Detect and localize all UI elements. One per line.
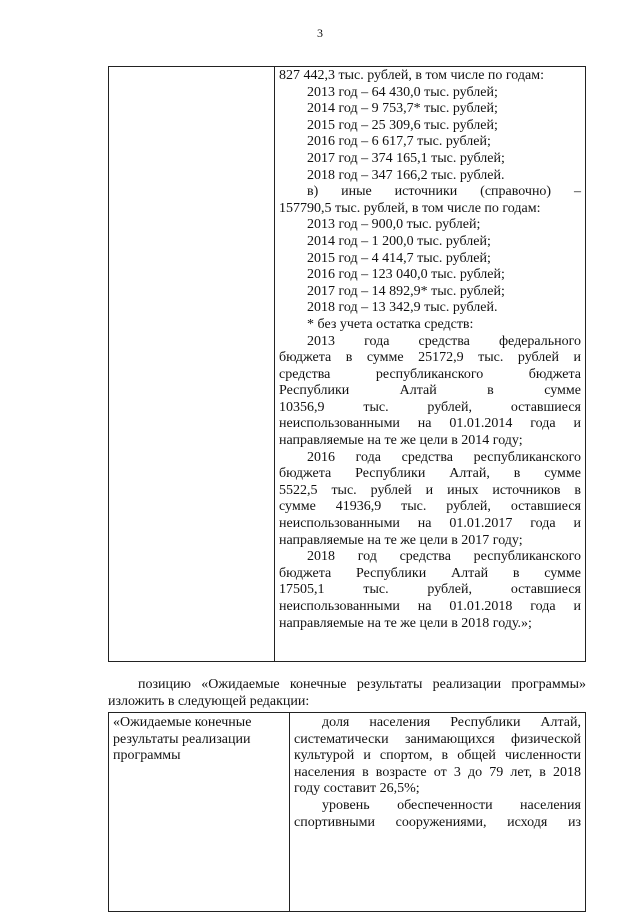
text-line: средства республиканского бюджета xyxy=(279,366,581,382)
text-line: уровень обеспеченности населения xyxy=(322,797,581,813)
text-line: * без учета остатка средств: xyxy=(307,316,474,332)
text-line: 2013 год – 64 430,0 тыс. рублей; xyxy=(307,84,498,100)
passport-table-continuation xyxy=(108,66,586,662)
text-line: направляемые на те же цели в 2017 году; xyxy=(279,532,523,548)
text-line: сумме 41936,9 тыс. рублей, оставшиеся xyxy=(279,499,581,515)
text-line: в) иные источники (справочно) – xyxy=(307,184,581,200)
text-line: 2018 год – 347 166,2 тыс. рублей. xyxy=(307,167,505,183)
text-line: 2013 год – 900,0 тыс. рублей; xyxy=(307,217,481,233)
text-line: Республики Алтай в сумме xyxy=(279,383,581,399)
text-line: культурой и спортом, в общей численности xyxy=(294,748,581,764)
text-line: 2016 год – 6 617,7 тыс. рублей; xyxy=(307,134,491,150)
text-line: 157790,5 тыс. рублей, в том числе по годам: xyxy=(279,200,541,216)
text-line: году составит 26,5%; xyxy=(294,781,420,797)
text-line: 2015 год – 4 414,7 тыс. рублей; xyxy=(307,250,491,266)
intro-line: изложить в следующей редакции: xyxy=(108,694,310,709)
text-line: 2016 год – 123 040,0 тыс. рублей; xyxy=(307,267,505,283)
funding-text-cell xyxy=(275,67,586,662)
text-line: 2013 года средства федерального xyxy=(307,333,581,349)
amendment-intro xyxy=(108,676,586,710)
text-line: 5522,5 тыс. рублей и иных источников в xyxy=(279,482,581,498)
intro-line: позицию «Ожидаемые конечные результаты реализации программы» xyxy=(138,677,586,692)
table-left-cell-empty xyxy=(109,67,275,662)
expected-results-label-cell xyxy=(109,713,290,912)
text-line: 2015 год – 25 309,6 тыс. рублей; xyxy=(307,117,498,133)
text-line: неиспользованными на 01.01.2017 года и xyxy=(279,516,581,532)
label-line: программы xyxy=(113,748,181,764)
label-line: «Ожидаемые конечные xyxy=(113,715,252,730)
text-line: неиспользованными на 01.01.2018 года и xyxy=(279,599,581,614)
text-line: 2016 года средства республиканского xyxy=(307,449,581,465)
text-line: систематически занимающихся физической xyxy=(294,731,581,747)
text-line: 2017 год – 374 165,1 тыс. рублей; xyxy=(307,150,505,166)
text-line: 827 442,3 тыс. рублей, в том числе по годам: xyxy=(279,68,544,83)
label-line: результаты реализации xyxy=(113,731,251,747)
text-line: 2018 год – 13 342,9 тыс. рублей. xyxy=(307,300,498,316)
text-line: неиспользованными на 01.01.2014 года и xyxy=(279,416,581,432)
text-line: направляемые на те же цели в 2014 году; xyxy=(279,433,523,449)
text-line: бюджета в сумме 25172,9 тыс. рублей и xyxy=(279,350,581,366)
text-line: бюджета Республики Алтай в сумме xyxy=(279,565,581,581)
expected-results-table xyxy=(108,712,586,912)
text-line: населения в возрасте от 3 до 79 лет, в 2018 xyxy=(294,764,581,780)
text-line: 10356,9 тыс. рублей, оставшиеся xyxy=(279,399,581,415)
text-line: 2014 год – 9 753,7* тыс. рублей; xyxy=(307,101,498,117)
text-line: направляемые на те же цели в 2018 году.»; xyxy=(279,615,532,631)
text-line: 2014 год – 1 200,0 тыс. рублей; xyxy=(307,233,491,249)
text-line: спортивными сооружениями, исходя из xyxy=(294,814,581,830)
expected-results-text-cell xyxy=(290,713,586,912)
page-number: 3 xyxy=(317,26,323,40)
text-line: 17505,1 тыс. рублей, оставшиеся xyxy=(279,582,581,598)
text-line: 2018 год средства республиканского xyxy=(307,549,581,565)
text-line: 2017 год – 14 892,9* тыс. рублей; xyxy=(307,283,505,299)
text-line: бюджета Республики Алтай, в сумме xyxy=(279,466,581,482)
text-line: доля населения Республики Алтай, xyxy=(322,715,581,730)
